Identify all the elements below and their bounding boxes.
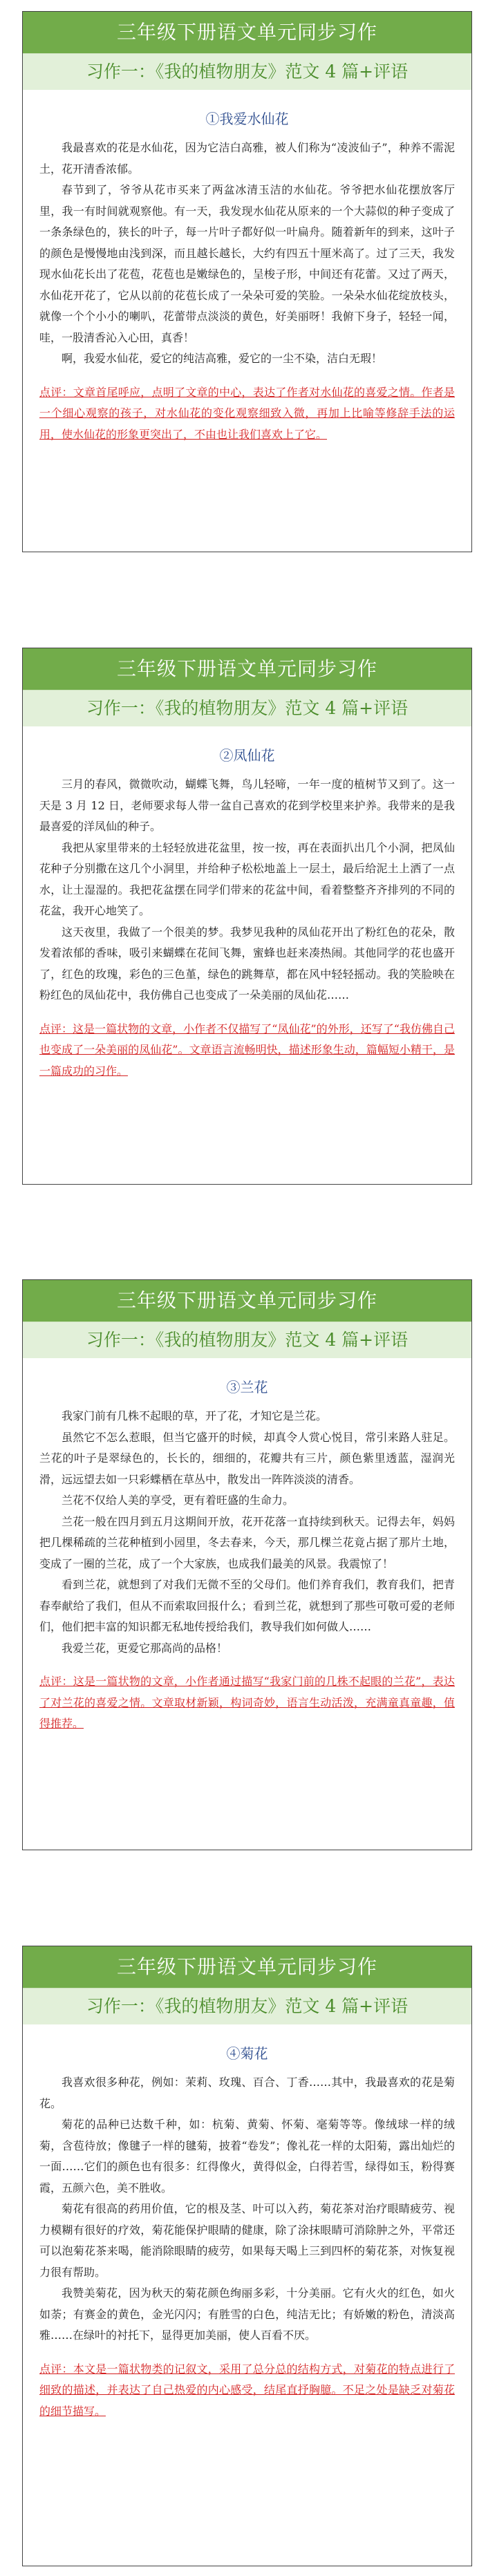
essay-paragraph: 我喜欢很多种花，例如：茉莉、玫瑰、百合、丁香……其中，我最喜欢的花是菊花。 <box>39 2076 455 2110</box>
essay-card-1 <box>22 11 472 552</box>
essay-paragraph: 我家门前有几株不起眼的草，开了花，才知它是兰花。 <box>62 1409 328 1422</box>
card-subheader: 习作一：《我的植物朋友》范文 4 篇+评语 <box>23 1322 471 1358</box>
essay-paragraph: 看到兰花，就想到了对我们无微不至的父母们。他们养育我们，教育我们，把青春奉献给了我们，但从不而索取回报什么；看到兰花，就想到了那些可敬可爱的老师们，他们把丰富的知识都无私地传授给我们，教导我们如何做人…… <box>39 1578 455 1633</box>
essay-paragraph: 春节到了，爷爷从花市买来了两盆冰清玉洁的水仙花。爷爷把水仙花摆放客厅里，我一有时间就观察他。有一天，我发现水仙花从原来的一个大蒜似的种子变成了一条条绿色的，狭长的叶子，每一片叶子都好似一叶扁舟。随着新年的到来，这叶子的颜色是慢慢地由浅到深，而且越长越长，大约有四五十厘米高了。过了三天，我发现水仙花长出了花苞，花苞也是嫩绿色的，呈梭子形，中间还有花蕾。又过了两天，水仙花开花了，它从以前的花苞长成了一朵朵可爱的笑脸。一朵朵水仙花绽放枝头，就像一个个小小的喇叭，花蕾带点淡淡的黄色，好美丽呀！我俯下身子，轻轻一闻，哇，一股清香沁入心田，真香！ <box>39 183 455 344</box>
card-subheader: 习作一：《我的植物朋友》范文 4 篇+评语 <box>23 1988 471 2024</box>
essay-paragraph: 我最喜欢的花是水仙花，因为它洁白高雅，被人们称为“凌波仙子”，种养不需泥土，花开清香浓郁。 <box>39 141 455 176</box>
essay-paragraph: 这天夜里，我做了一个很美的梦。我梦见我种的凤仙花开出了粉红色的花朵，散发着浓郁的香味，吸引来蝴蝶在花间飞舞，蜜蜂也赶来凑热闹。其他同学的花也盛开了，红色的玫瑰，彩色的三色堇，绿色的跳舞草，都在风中轻轻摇动。我的笑脸映在粉红色的凤仙花中，我仿佛自己也变成了一朵美丽的凤仙花…… <box>39 925 455 1002</box>
essay-comment: 点评：文章首尾呼应，点明了文章的中心，表达了作者对水仙花的喜爱之情。作者是一个细心观察的孩子，对水仙花的变化观察细致入微，再加上比喻等修辞手法的运用，使水仙花的形象更突出了，不由也让我们喜欢上了它。 <box>39 385 455 441</box>
essay-card-3 <box>22 1279 472 1850</box>
card-header: 三年级下册语文单元同步习作 <box>23 1280 471 1322</box>
essay-title: ④菊花 <box>226 2045 268 2062</box>
essay-paragraph: 兰花一般在四月到五月这期间开放，花开花落一直持续到秋天。记得去年，妈妈把几棵稀疏的兰花种植到小园里，冬去春来，今天，那几棵兰花竟占据了那片土地，变成了一圈的兰花，成了一个大家族，也成我们最美的风景。我震惊了！ <box>39 1514 455 1570</box>
essay-paragraph: 菊花的品种已达数千种，如：杭菊、黄菊、怀菊、毫菊等等。像绒球一样的绒菊，含苞待放；像毽子一样的毽菊，披着“卷发”；像礼花一样的太阳菊，露出灿烂的一面……它们的颜色也有很多：红得像火，黄得似金，白得若雪，绿得如玉，粉得赛霞，五颜六色，美不胜收。 <box>39 2118 455 2194</box>
essay-paragraph: 我爱兰花，更爱它那高尚的品格！ <box>62 1641 228 1655</box>
essay-paragraph: 菊花有很高的药用价值，它的根及茎、叶可以入药，菊花茶对治疗眼睛疲劳、视力模糊有很好的疗效，菊花能保护眼睛的健康，除了涂抹眼睛可消除肿之外，平常还可以泡菊花茶来喝，能消除眼睛的疲劳，如果每天喝上三到四杯的菊花茶，对恢复视力很有帮助。 <box>39 2202 455 2279</box>
essay-paragraph: 兰花不仅给人美的享受，更有着旺盛的生命力。 <box>62 1494 294 1507</box>
essay-title: ②凤仙花 <box>219 747 275 764</box>
essay-paragraph: 啊，我爱水仙花，爱它的纯洁高雅，爱它的一尘不染，洁白无瑕！ <box>62 352 383 365</box>
card-header: 三年级下册语文单元同步习作 <box>23 1946 471 1988</box>
essay-comment: 点评：本文是一篇状物类的记叙文，采用了总分总的结构方式，对菊花的特点进行了细致的描述，并表达了自己热爱的内心感受，结尾直抒胸臆。不足之处是缺乏对菊花的细节描写。 <box>39 2362 455 2418</box>
essay-paragraph: 我把从家里带来的土轻轻放进花盆里，按一按，再在表面扒出几个小洞，把凤仙花种子分别撒在这几个小洞里，并给种子松松地盖上一层土，最后给泥土上洒了一点水，让土湿湿的。我把花盆摆在同学们带来的花盆中间，看着整整齐齐排列的不同的花盆，我开心地笑了。 <box>39 840 455 917</box>
card-header: 三年级下册语文单元同步习作 <box>23 648 471 690</box>
essay-card-2 <box>22 648 472 1185</box>
essay-paragraph: 我赞美菊花，因为秋天的菊花颜色绚丽多彩，十分美丽。它有火火的红色，如火如荼；有赛金的黄色，金光闪闪；有胜雪的白色，纯洁无比；有娇嫩的粉色，清淡高雅……在绿叶的衬托下，显得更加美丽，使人百看不厌。 <box>39 2286 455 2342</box>
card-subheader: 习作一：《我的植物朋友》范文 4 篇+评语 <box>23 53 471 90</box>
card-subheader: 习作一：《我的植物朋友》范文 4 篇+评语 <box>23 690 471 726</box>
essay-title: ③兰花 <box>226 1379 268 1395</box>
essay-card-4 <box>22 1946 472 2566</box>
essay-paragraph: 三月的春风，微微吹动，蝴蝶飞舞，鸟儿轻啼，一年一度的植树节又到了。这一天是 3 月 12 日，老师要求每人带一盆自己喜欢的花到学校里来护养。我带来的是我最喜爱的洋凤仙的种子。 <box>39 778 455 833</box>
essay-paragraph: 虽然它不怎么惹眼，但当它盛开的时候，却真令人赏心悦目，常引来路人驻足。兰花的叶子是翠绿色的，长长的，细细的，花瓣共有三片，颜色紫里透蓝，湿润光滑，远远望去如一只彩蝶栖在草丛中，散发出一阵阵淡淡的清香。 <box>39 1430 455 1486</box>
card-header: 三年级下册语文单元同步习作 <box>23 12 471 53</box>
essay-comment: 点评：这是一篇状物的文章，小作者通过描写“我家门前的几株不起眼的兰花”，表达了对兰花的喜爱之情。文章取材新颖，构词奇妙，语言生动活泼，充满童真童趣，值得推荐。 <box>39 1675 455 1730</box>
essay-title: ①我爱水仙花 <box>205 111 289 127</box>
essay-comment: 点评：这是一篇状物的文章，小作者不仅描写了“凤仙花”的外形，还写了“我仿佛自己也变成了一朵美丽的凤仙花”。文章语言流畅明快，描述形象生动，篇幅短小精干，是一篇成功的习作。 <box>39 1022 455 1078</box>
